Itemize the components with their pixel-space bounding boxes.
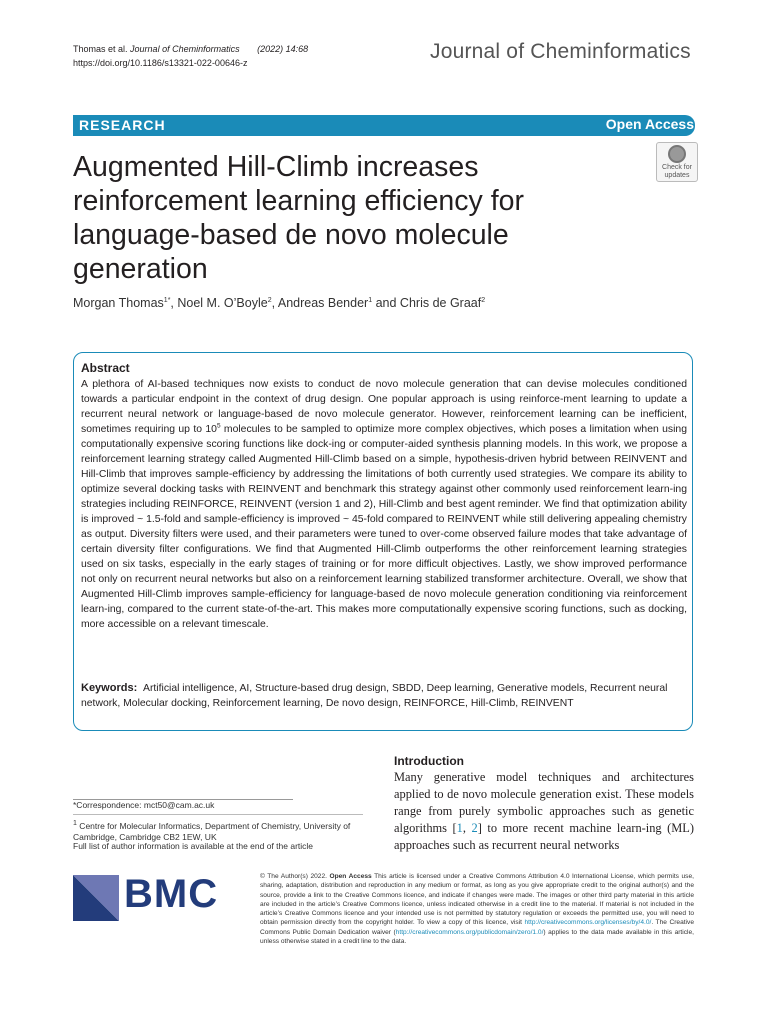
abstract-exponent: 5 — [216, 422, 221, 430]
citation-journal: Journal of Cheminformatics — [130, 44, 240, 54]
license-open-access: Open Access — [329, 873, 372, 880]
abstract-heading: Abstract — [81, 361, 130, 375]
license-text2: . The Creative Commons Public Domain Dedication waiver ( — [260, 919, 694, 936]
reference-link-2[interactable]: 2 — [471, 821, 478, 835]
introduction-heading: Introduction — [394, 754, 464, 768]
affiliation-text: Centre for Molecular Informatics, Department of Chemistry, University of Cambridge, Cambridge CB2 1EW, UK — [73, 820, 351, 842]
citation-header — [73, 42, 308, 70]
license-text — [260, 872, 694, 946]
open-access-label: Open Access — [605, 116, 694, 132]
public-domain-link[interactable]: http://creativecommons.org/publicdomain/zero/1.0/ — [395, 928, 544, 936]
keywords — [81, 681, 687, 711]
bmc-logo-icon — [73, 875, 119, 921]
footnote-divider — [73, 814, 363, 815]
citation-authors: Thomas et al. — [73, 44, 128, 54]
affiliation-sup: 1 — [73, 819, 77, 827]
check-updates-icon — [668, 145, 686, 163]
article-title: Augmented Hill-Climb increases reinforcement learning efficiency for language-based de novo molecule generation — [73, 151, 524, 285]
introduction-text — [394, 769, 694, 854]
author-affiliation: 1* — [163, 296, 171, 304]
keywords-label: Keywords: — [81, 682, 138, 694]
keywords-text: Artificial intelligence, AI, Structure-based drug design, SBDD, Deep learning, Generative models, Recurrent neural network, Molecular docking, Reinforcement learning, De novo design, REINFORCE, Hill-Climb, REINVENT — [81, 683, 668, 709]
license-text3: ) applies to the data made available in this article, unless otherwise stated in a credit line to the data. — [260, 928, 694, 946]
abstract-part1: A plethora of AI-based techniques now exists to conduct de novo molecule generation that can devise molecules conditioned towards a particular endpoint in the context of drug design. One popular approach is using reinforce-ment learning to update a recurrent neural network or language-based de novo molecule generator. However, reinforcement learning can be inefficient, sometimes requiring up to 10 — [81, 379, 687, 435]
reference-link-1[interactable]: 1 — [456, 821, 463, 835]
author-affiliation: 2 — [481, 296, 486, 304]
publisher-name: BMC — [124, 872, 219, 916]
check-updates-line1: Check for — [662, 164, 692, 171]
author-list: Morgan Thomas$^{1*}$, Noel M. O’Boyle$^2$, Andreas Bender$^1$ and Chris de Graaf$^2$ — [73, 296, 486, 310]
license-link[interactable]: http://creativecommons.org/licenses/by/4.0/ — [524, 919, 652, 927]
author-affiliation: 1 — [368, 296, 373, 304]
affiliation — [73, 818, 363, 843]
intro-text-b: ] to more recent machine learn-ing (ML) approaches such as recurrent neural networks — [394, 821, 694, 852]
correspondence: *Correspondence: mct50@cam.ac.uk — [73, 800, 215, 810]
abstract-text — [81, 377, 687, 632]
author-name[interactable]: Morgan Thomas — [73, 296, 164, 310]
check-updates-line2: updates — [664, 172, 690, 179]
section-banner — [73, 115, 695, 136]
license-text1: This article is licensed under a Creative Commons Attribution 4.0 International License, which permits use, sharing, adaptation, distribution and reproduction in any medium or format, as long as you give appropriate credit to the original author(s) and the source, provide a link to the Creative Commons licence, and indicate if changes were made. The images or other third party material in this article are included in the article’s Creative Commons licence, unless indicated otherwise in a credit line to the material. If material is not included in the article’s Creative Commons licence and your intended use is not permitted by statutory regulation or exceeds the permitted use, you will need to obtain permission directly from the copyright holder. To view a copy of this licence, visit — [260, 873, 694, 927]
intro-comma: , — [462, 821, 472, 835]
license-copyright: © The Author(s) 2022. — [260, 873, 327, 880]
author-name[interactable]: Andreas Bender — [277, 296, 369, 310]
journal-name: Journal of Cheminformatics — [430, 40, 691, 63]
check-for-updates-button[interactable] — [656, 142, 698, 182]
citation-year: (2022) 14:68 — [257, 44, 309, 54]
doi-link[interactable]: https://doi.org/10.1186/s13321-022-00646-z — [73, 58, 248, 68]
author-name[interactable]: Noel M. O’Boyle — [177, 296, 268, 310]
author-info-note: Full list of author information is available at the end of the article — [73, 841, 314, 851]
article-type-label: RESEARCH — [79, 117, 166, 133]
author-affiliation: 2 — [267, 296, 272, 304]
abstract-part2: molecules to be sampled to optimize more complex objectives, which poses a limitation when using computationally expensive scoring functions like dock-ing or computer-aided synthesis planning models. In this work, we propose a reinforcement learning strategy called Augmented Hill-Climb based on a simple, hypothesis-driven hybrid between REINVENT and Hill-Climb that improves sample-efficiency by addressing the limitations of both currently used strategies. We compare its ability to optimize several docking tasks with REINVENT and benchmark this strategy against other commonly used reinforcement learn-ing strategies including REINFORCE, REINVENT (version 1 and 2), Hill-Climb and best agent reminder. We find that optimization ability is improved ~ 1.5-fold and sample-efficiency is improved ~ 45-fold compared to REINVENT while still delivering appealing chemistry as output. Diversity filters were used, and their parameters were tuned to over-come observed failure modes that take advantage of certain diversity filter configurations. We find that Augmented Hill-Climb outperforms the other reinforcement learning strategies used on six tasks, especially in the early stages of training or for more difficult objectives. Lastly, we show improved performance not only on recurrent neural networks but also on a reinforcement learning stabilized transformer architecture. Overall, we show that Augmented Hill-Climb improves sample-efficiency for language-based de novo molecule generation conditioning via reinforcement learn-ing, compared to the current state-of-the-art. This makes more computationally expensive scoring functions, such as docking, more accessible on a relevant timescale. — [81, 424, 687, 630]
author-name[interactable]: Chris de Graaf — [399, 296, 482, 310]
intro-text-a: Many generative model techniques and architectures applied to de novo molecule generation exist. These models range from purely symbolic approaches such as genetic algorithms [ — [394, 770, 694, 835]
